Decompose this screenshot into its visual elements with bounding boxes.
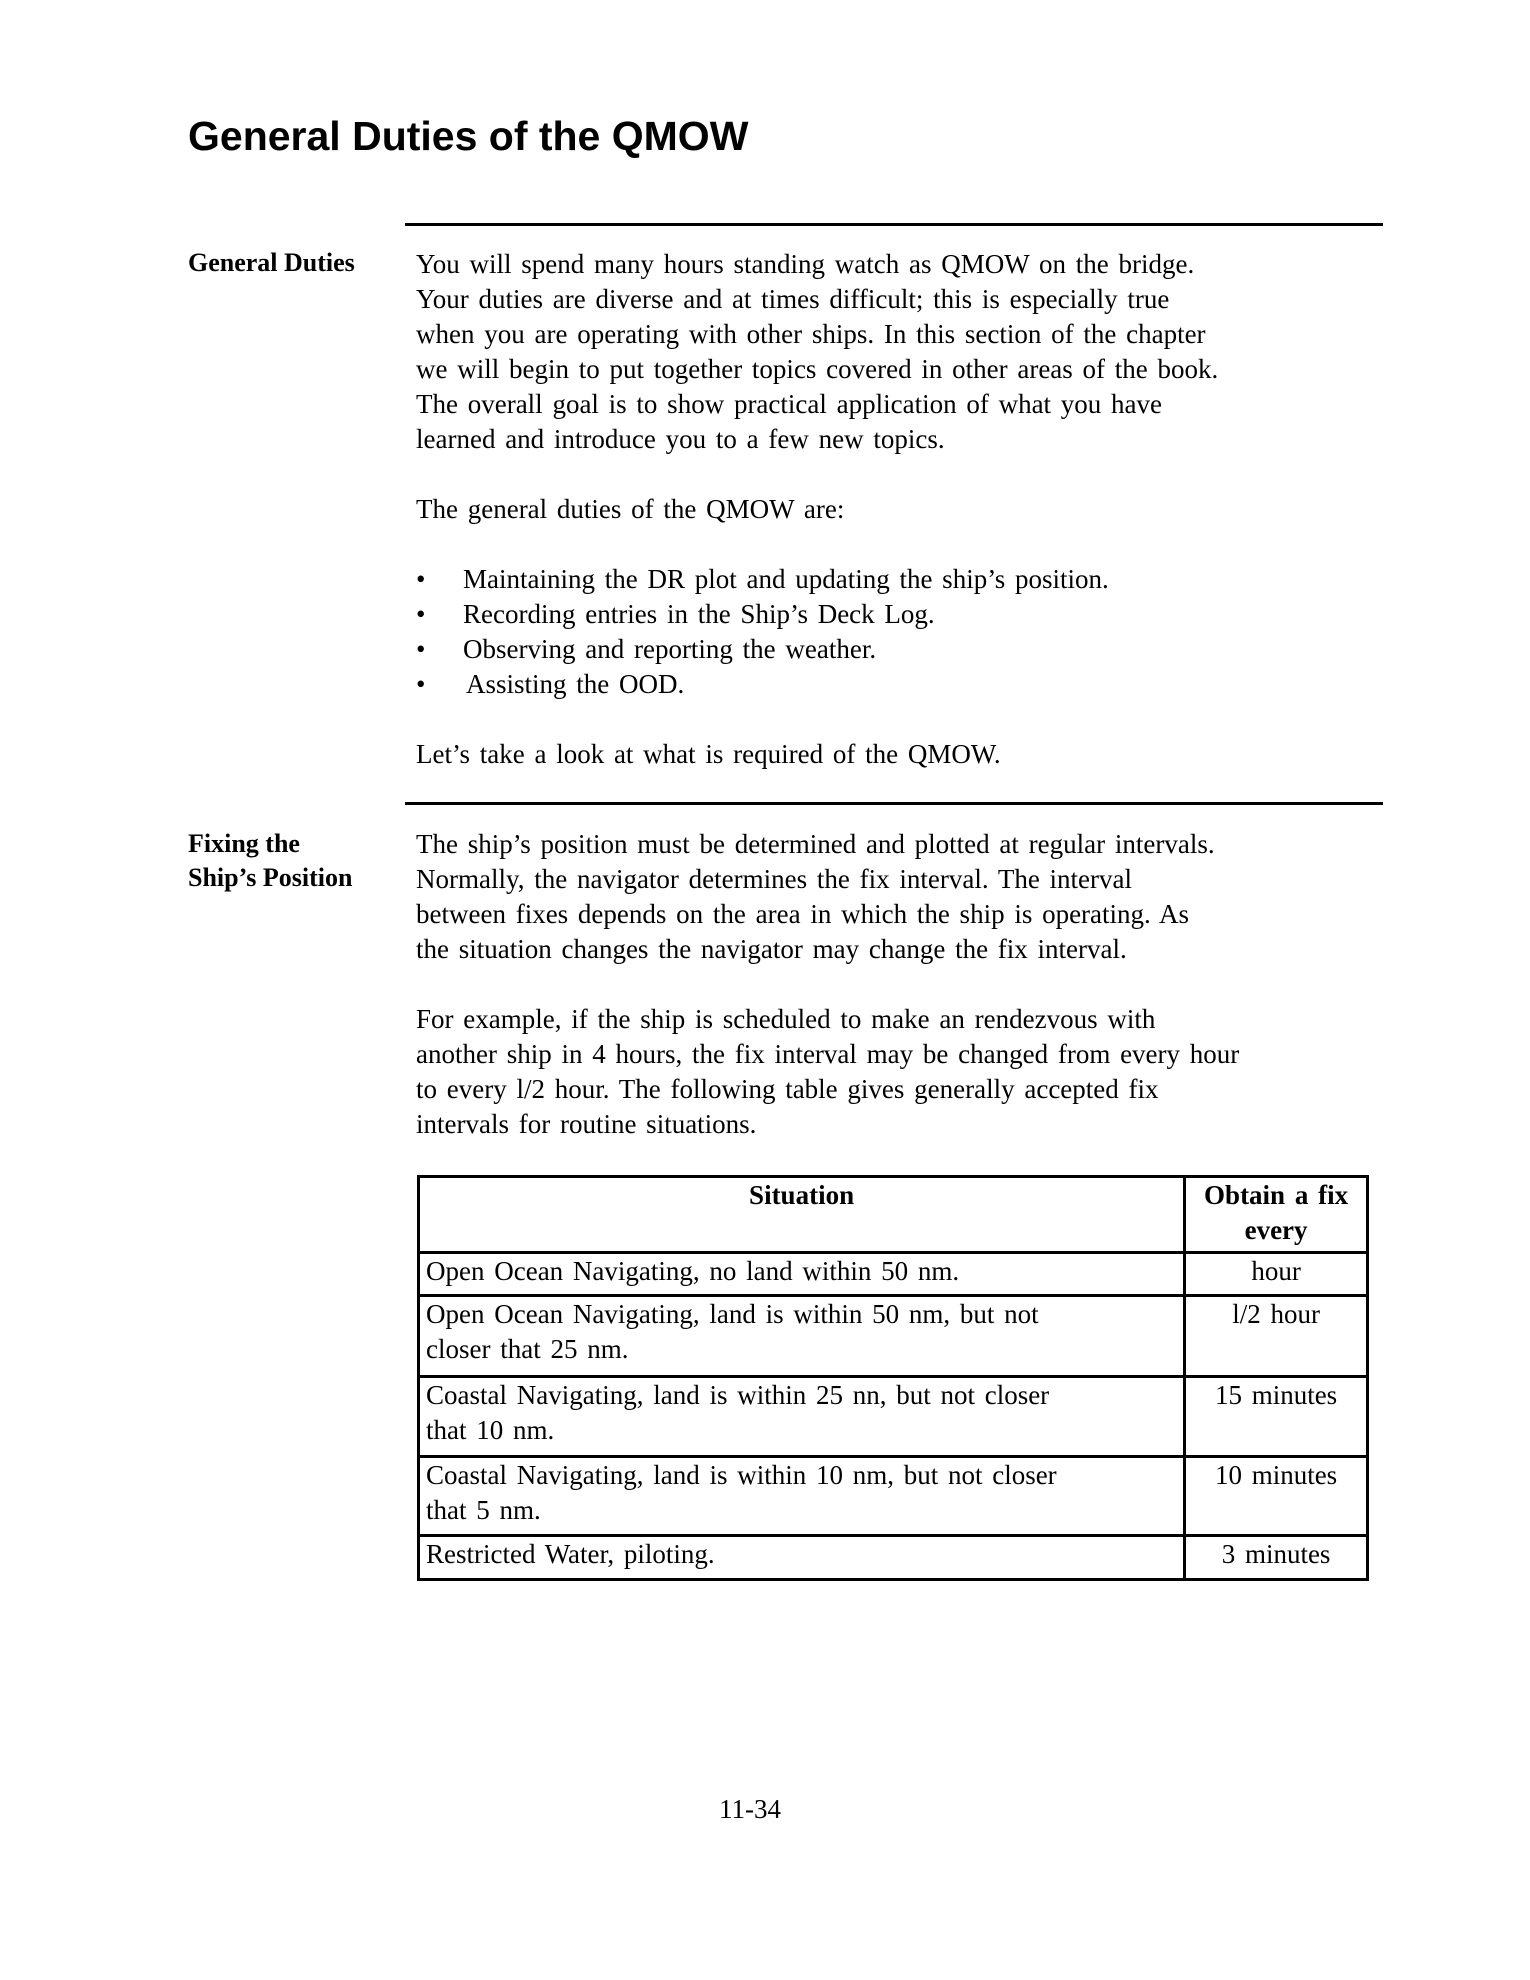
text-line: when you are operating with other ships. In this section of the chapter (416, 319, 1206, 349)
bullet-icon: • (416, 634, 426, 664)
text-line: the situation changes the navigator may change the fix interval. (416, 934, 1127, 964)
cell-interval: hour (1185, 1253, 1368, 1296)
bullet-icon: • (416, 669, 426, 699)
list-item: • Observing and reporting the weather. (416, 632, 1376, 667)
list-item: • Assisting the OOD. (416, 667, 1376, 702)
list-item: • Recording entries in the Ship’s Deck Log. (416, 597, 1376, 632)
table-row (419, 1253, 1368, 1296)
page-number: 11-34 (719, 1794, 781, 1824)
text-line: between fixes depends on the area in which the ship is operating. As (416, 899, 1190, 929)
section-label-line: Ship’s Position (188, 863, 353, 892)
text-line: learned and introduce you to a few new topics. (416, 424, 945, 454)
cell-situation: Coastal Navigating, land is within 25 nn, but not closer that 10 nm. (419, 1377, 1185, 1457)
cell-situation: Open Ocean Navigating, no land within 50 nm. (419, 1253, 1185, 1296)
cell-interval: 3 minutes (1185, 1536, 1368, 1580)
section-body-general-duties (416, 247, 1376, 772)
text-line: we will begin to put together topics covered in other areas of the book. (416, 354, 1219, 384)
cell-interval: 15 minutes (1185, 1377, 1368, 1457)
page-title: General Duties of the QMOW (188, 113, 749, 159)
list-item: • Maintaining the DR plot and updating the ship’s position. (416, 562, 1376, 597)
duties-list (416, 562, 1376, 702)
section-label-line: General Duties (188, 248, 355, 277)
paragraph-intro (416, 247, 1376, 457)
table-row (419, 1457, 1368, 1536)
text-line: The ship’s position must be determined and plotted at regular intervals. (416, 829, 1215, 859)
text-line: another ship in 4 hours, the fix interval may be changed from every hour (416, 1039, 1240, 1069)
section-body-fixing-position (416, 827, 1376, 1142)
cell-interval: 10 minutes (1185, 1457, 1368, 1536)
text-line: to every l/2 hour. The following table gives generally accepted fix (416, 1074, 1159, 1104)
column-header-interval: Obtain a fix every (1185, 1177, 1368, 1253)
duties-intro: The general duties of the QMOW are: (416, 494, 845, 524)
text-line: Normally, the navigator determines the fix interval. The interval (416, 864, 1133, 894)
table-row (419, 1296, 1368, 1377)
fix-interval-table (417, 1175, 1369, 1581)
paragraph-example (416, 1002, 1376, 1142)
table-row (419, 1536, 1368, 1580)
closing-sentence: Let’s take a look at what is required of the QMOW. (416, 739, 1001, 769)
table-header-row (419, 1177, 1368, 1253)
section-label-general-duties (188, 246, 355, 280)
text-line: For example, if the ship is scheduled to make an rendezvous with (416, 1004, 1156, 1034)
section-label-line: Fixing the (188, 829, 300, 858)
cell-situation: Open Ocean Navigating, land is within 50 nm, but not closer that 25 nm. (419, 1296, 1185, 1377)
bullet-icon: • (416, 599, 426, 629)
paragraph-fix-interval (416, 827, 1376, 967)
table-row (419, 1377, 1368, 1457)
text-line: You will spend many hours standing watch as QMOW on the bridge. (416, 249, 1195, 279)
text-line: The overall goal is to show practical application of what you have (416, 389, 1163, 419)
column-header-situation: Situation (419, 1177, 1185, 1253)
text-line: intervals for routine situations. (416, 1109, 757, 1139)
section-divider (405, 223, 1383, 226)
bullet-icon: • (416, 564, 426, 594)
cell-situation: Restricted Water, piloting. (419, 1536, 1185, 1580)
text-line: Your duties are diverse and at times difficult; this is especially true (416, 284, 1170, 314)
section-divider (405, 802, 1383, 805)
cell-interval: l/2 hour (1185, 1296, 1368, 1377)
cell-situation: Coastal Navigating, land is within 10 nm, but not closer that 5 nm. (419, 1457, 1185, 1536)
section-label-fixing-position (188, 827, 352, 895)
